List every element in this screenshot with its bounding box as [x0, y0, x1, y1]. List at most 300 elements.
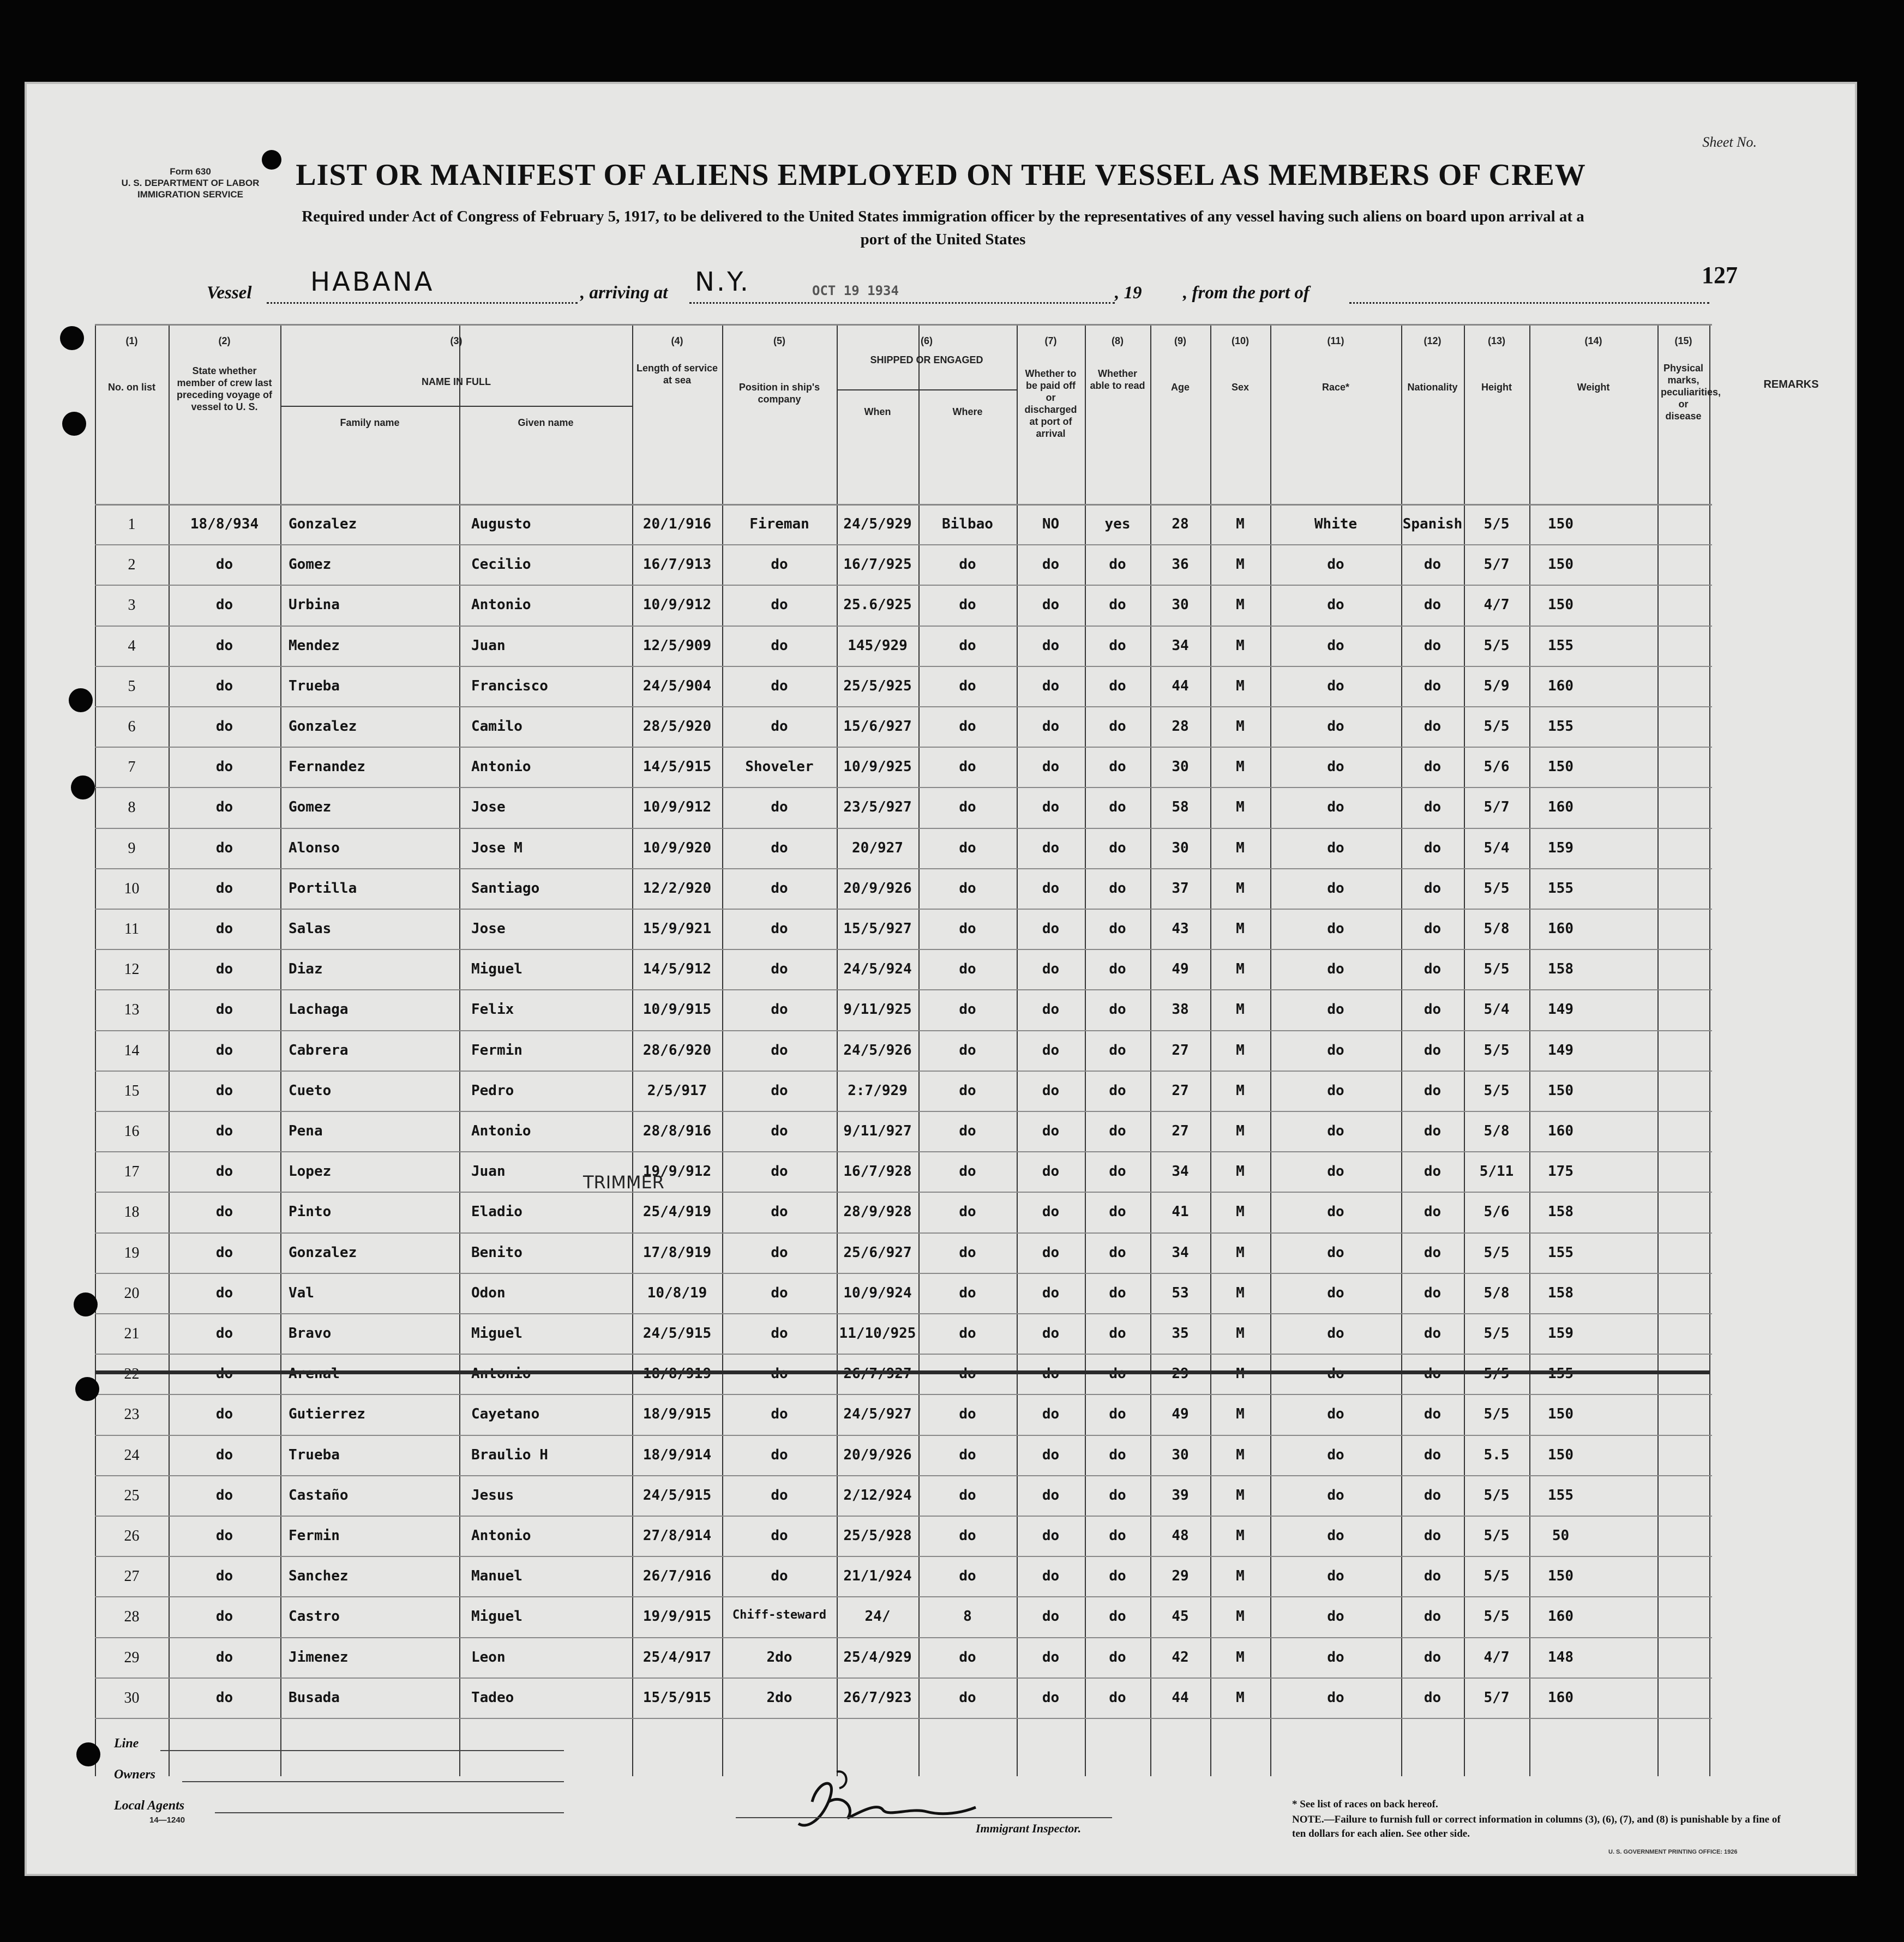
cell-nat: do	[1424, 1649, 1441, 1666]
cell-where: do	[959, 718, 976, 735]
cell-paid: do	[1042, 961, 1060, 978]
cell-no: 28	[124, 1608, 140, 1626]
cell-service: 15/9/921	[642, 921, 712, 937]
cell-no: 13	[124, 1001, 140, 1019]
cell-read: do	[1109, 1649, 1126, 1666]
cell-age: 34	[1172, 1163, 1189, 1180]
cell-prev: do	[215, 597, 233, 614]
cell-position: do	[771, 921, 788, 937]
cell-prev: do	[215, 1528, 233, 1544]
cell-prev: do	[215, 1446, 233, 1463]
subheader-where: Where	[952, 406, 983, 417]
cell-paid: do	[1042, 1649, 1060, 1666]
cell-no: 10	[124, 880, 140, 897]
cell-sex: M	[1236, 880, 1245, 897]
cell-service: 15/5/915	[642, 1689, 712, 1706]
cell-sex: M	[1236, 637, 1245, 654]
cell-prev: do	[215, 1204, 233, 1220]
cell-nat: do	[1424, 1082, 1441, 1099]
cell-paid: do	[1042, 1487, 1060, 1504]
cell-where: do	[959, 1284, 976, 1301]
cell-weight: 150	[1548, 759, 1573, 775]
cell-race: do	[1327, 1366, 1344, 1382]
cell-when: 25/4/929	[843, 1649, 912, 1666]
cell-nat: do	[1424, 597, 1441, 614]
column-header-16: REMARKS	[1763, 378, 1819, 390]
cell-given: Miguel	[471, 1608, 522, 1625]
cell-where: do	[959, 1406, 976, 1423]
column-number: (8)	[1112, 335, 1124, 346]
punch-hole	[60, 326, 84, 350]
cell-read: do	[1109, 1608, 1126, 1625]
cell-when: 25/5/925	[843, 677, 912, 694]
cell-prev: do	[215, 1325, 233, 1342]
cell-position: 2do	[766, 1689, 792, 1706]
from-port-label: , from the port of	[1183, 283, 1310, 303]
cell-prev: 18/8/934	[190, 516, 259, 532]
cell-age: 28	[1172, 718, 1189, 735]
cell-age: 49	[1172, 961, 1189, 978]
cell-height: 5/5	[1483, 1406, 1510, 1423]
cell-when: 26/7/927	[843, 1366, 912, 1382]
column-number: (4)	[671, 335, 683, 346]
cell-when: 21/1/924	[843, 1568, 912, 1585]
penalty-note: NOTE.—Failure to furnish full or correct information in columns (3), (6), (7), and (8) is punishable by a fine of ten dollars for each alien. See other side.	[1292, 1814, 1781, 1839]
inspector-label: Immigrant Inspector.	[976, 1821, 1082, 1835]
cell-service: 10/9/920	[642, 839, 712, 856]
cell-service: 18/9/914	[642, 1446, 712, 1463]
cell-nat: do	[1424, 839, 1441, 856]
cell-age: 30	[1172, 839, 1189, 856]
inspector-line	[736, 1817, 1112, 1818]
table-row	[95, 1516, 1709, 1556]
cell-read: do	[1109, 1406, 1126, 1423]
table-row	[95, 1192, 1709, 1232]
cell-age: 30	[1172, 1446, 1189, 1463]
cell-nat: do	[1424, 880, 1441, 897]
cell-height: 5/8	[1483, 1284, 1510, 1301]
cell-weight: 155	[1548, 718, 1573, 735]
cell-prev: do	[215, 1123, 233, 1139]
column-number: (14)	[1584, 335, 1602, 346]
cell-paid: do	[1042, 759, 1060, 775]
vessel-fill-line	[267, 302, 578, 304]
cell-when: 9/11/927	[843, 1123, 912, 1139]
cell-where: do	[959, 961, 976, 978]
cell-nat: do	[1424, 1123, 1441, 1139]
cell-paid: do	[1042, 1608, 1060, 1625]
cell-read: do	[1109, 1528, 1126, 1544]
cell-where: do	[959, 1528, 976, 1544]
cell-prev: do	[215, 1001, 233, 1018]
cell-when: 24/5/929	[843, 516, 912, 532]
cell-race: do	[1327, 1284, 1344, 1301]
page-title: LIST OR MANIFEST OF ALIENS EMPLOYED ON THE VESSEL AS MEMBERS OF CREW	[296, 158, 1586, 192]
cell-age: 27	[1172, 1082, 1189, 1099]
cell-age: 44	[1172, 677, 1189, 694]
cell-height: 5/4	[1483, 1001, 1510, 1018]
cell-paid: do	[1042, 556, 1060, 573]
cell-when: 20/927	[852, 839, 903, 856]
cell-where: do	[959, 677, 976, 694]
cell-read: do	[1109, 556, 1126, 573]
cell-nat: do	[1424, 1487, 1441, 1504]
cell-sex: M	[1236, 921, 1245, 937]
table-row	[95, 1596, 1709, 1637]
cell-sex: M	[1236, 1406, 1245, 1423]
cell-position: do	[771, 1568, 788, 1585]
cell-prev: do	[215, 637, 233, 654]
cell-family: Val	[289, 1284, 314, 1301]
cell-nat: do	[1424, 1689, 1441, 1706]
cell-service: 18/9/915	[642, 1406, 712, 1423]
cell-sex: M	[1236, 597, 1245, 614]
cell-prev: do	[215, 799, 233, 816]
line-fill-line	[160, 1750, 564, 1751]
cell-paid: do	[1042, 1001, 1060, 1018]
cell-service: 20/1/916	[642, 516, 712, 532]
cell-position: do	[771, 677, 788, 694]
cell-given: Fermin	[471, 1042, 522, 1059]
cell-sex: M	[1236, 1528, 1245, 1544]
cell-weight: 150	[1548, 516, 1573, 532]
column-number: (7)	[1044, 335, 1057, 346]
cell-height: 5/5	[1483, 1325, 1510, 1342]
cell-height: 5/6	[1483, 1204, 1510, 1220]
cell-paid: do	[1042, 921, 1060, 937]
cell-weight: 155	[1548, 1487, 1573, 1504]
cell-given: Eladio	[471, 1204, 522, 1220]
cell-height: 5/8	[1483, 921, 1510, 937]
cell-weight: 155	[1548, 1244, 1573, 1261]
service-name: IMMIGRATION SERVICE	[137, 189, 243, 200]
cell-given: Antonio	[471, 1366, 531, 1382]
races-note: * See list of races on back hereof.	[1292, 1799, 1438, 1810]
date-stamp: OCT 19 1934	[812, 283, 899, 298]
column-number: (9)	[1174, 335, 1186, 346]
cell-no: 18	[124, 1204, 140, 1221]
cell-nat: do	[1424, 799, 1441, 816]
cell-position: do	[771, 1244, 788, 1261]
cell-given: Francisco	[471, 677, 548, 694]
column-number: (11)	[1327, 335, 1344, 346]
cell-read: do	[1109, 637, 1126, 654]
cell-height: 5/5	[1483, 1568, 1510, 1585]
cell-family: Lachaga	[289, 1001, 349, 1018]
cell-paid: do	[1042, 1042, 1060, 1059]
cell-paid: do	[1042, 1406, 1060, 1423]
cell-age: 39	[1172, 1487, 1189, 1504]
table-row	[95, 1313, 1709, 1354]
cell-position: Shoveler	[745, 759, 814, 775]
cell-when: 28/9/928	[843, 1204, 912, 1220]
cell-race: do	[1327, 1568, 1344, 1585]
cell-where: 8	[963, 1608, 972, 1625]
column-number: (2)	[218, 335, 231, 346]
cell-nat: do	[1424, 961, 1441, 978]
cell-race: do	[1327, 1001, 1344, 1018]
cell-given: Jose	[471, 921, 506, 937]
cell-height: 5/5	[1483, 1366, 1510, 1382]
cell-age: 30	[1172, 759, 1189, 775]
form-subtitle	[98, 205, 1788, 251]
column-header-14: Weight	[1577, 382, 1610, 393]
column-line	[1709, 324, 1710, 1776]
table-row	[95, 1435, 1709, 1475]
cell-no: 12	[124, 961, 140, 978]
cell-age: 34	[1172, 1244, 1189, 1261]
cell-when: 15/5/927	[843, 921, 912, 937]
cell-given: Pedro	[471, 1082, 514, 1099]
cell-service: 19/9/915	[642, 1608, 712, 1625]
cell-service: 16/7/913	[642, 556, 712, 573]
cell-where: do	[959, 1082, 976, 1099]
cell-given: Tadeo	[471, 1689, 514, 1706]
cell-sex: M	[1236, 1366, 1245, 1382]
cell-no: 21	[124, 1325, 140, 1342]
cell-family: Pinto	[289, 1204, 332, 1220]
cell-weight: 50	[1552, 1528, 1570, 1544]
cell-family: Busada	[289, 1689, 340, 1706]
column-number: (3)	[450, 335, 463, 346]
cell-sex: M	[1236, 718, 1245, 735]
column-header-12: Nationality	[1407, 382, 1458, 393]
cell-weight: 160	[1548, 799, 1573, 816]
cell-height: 5/11	[1479, 1163, 1514, 1180]
cell-when: 9/11/925	[843, 1001, 912, 1018]
column-header-13: Height	[1481, 382, 1512, 393]
cell-paid: do	[1042, 637, 1060, 654]
cell-read: do	[1109, 921, 1126, 937]
year-label: , 19	[1115, 283, 1142, 303]
sheet-number-label: Sheet No.	[1702, 134, 1757, 150]
cell-sex: M	[1236, 961, 1245, 978]
cell-when: 16/7/925	[843, 556, 912, 573]
cell-sex: M	[1236, 1082, 1245, 1099]
cell-where: do	[959, 1689, 976, 1706]
cell-weight: 160	[1548, 1689, 1573, 1706]
cell-prev: do	[215, 1163, 233, 1180]
cell-where: do	[959, 1042, 976, 1059]
owners-fill-line	[182, 1781, 564, 1782]
cell-race: do	[1327, 597, 1344, 614]
cell-age: 48	[1172, 1528, 1189, 1544]
cell-age: 27	[1172, 1042, 1189, 1059]
subtitle-line-2: port of the United States	[860, 231, 1026, 248]
cell-prev: do	[215, 1689, 233, 1706]
cell-when: 10/9/925	[843, 759, 912, 775]
agents-fill-line	[215, 1812, 564, 1813]
table-row	[95, 666, 1709, 706]
cell-service: 24/5/915	[642, 1325, 712, 1342]
cell-where: do	[959, 839, 976, 856]
cell-weight: 159	[1548, 1325, 1573, 1342]
cell-age: 58	[1172, 799, 1189, 816]
cell-read: do	[1109, 839, 1126, 856]
cell-prev: do	[215, 718, 233, 735]
subheader-when: When	[864, 406, 891, 417]
table-row	[95, 1030, 1709, 1071]
cell-weight: 155	[1548, 1366, 1573, 1382]
cell-race: do	[1327, 1689, 1344, 1706]
cell-when: 11/10/925	[839, 1325, 916, 1342]
cell-family: Jimenez	[289, 1649, 349, 1666]
cell-paid: do	[1042, 1528, 1060, 1544]
cell-family: Lopez	[289, 1163, 332, 1180]
cell-when: 25/5/928	[843, 1528, 912, 1544]
cell-nat: do	[1424, 1446, 1441, 1463]
cell-position: do	[771, 1123, 788, 1139]
cell-given: Manuel	[471, 1568, 522, 1585]
cell-no: 20	[124, 1284, 140, 1302]
cell-no: 7	[128, 759, 136, 776]
column-number: (6)	[921, 335, 933, 346]
cell-when: 24/	[864, 1608, 891, 1625]
column-number: (1)	[125, 335, 138, 346]
cell-where: do	[959, 799, 976, 816]
cell-family: Trueba	[289, 677, 340, 694]
table-row	[95, 747, 1709, 787]
subheader-given-name: Given name	[518, 417, 574, 428]
cell-no: 19	[124, 1244, 140, 1261]
cell-read: do	[1109, 1163, 1126, 1180]
cell-paid: do	[1042, 1204, 1060, 1220]
cell-no: 24	[124, 1446, 140, 1464]
table-row	[95, 626, 1709, 666]
cell-prev: do	[215, 1487, 233, 1504]
column-header-5: Position in ship's company	[738, 382, 820, 405]
cell-race: do	[1327, 677, 1344, 694]
cell-height: 5.5	[1483, 1446, 1510, 1463]
subheader-family-name: Family name	[340, 417, 400, 428]
cell-no: 15	[124, 1082, 140, 1099]
cell-given: Felix	[471, 1001, 514, 1018]
cell-paid: do	[1042, 1284, 1060, 1301]
cell-no: 3	[128, 597, 136, 614]
cell-family: Diaz	[289, 961, 323, 978]
cell-where: do	[959, 556, 976, 573]
table-row	[95, 828, 1709, 868]
cell-family: Arenal	[289, 1366, 340, 1382]
cell-where: do	[959, 1487, 976, 1504]
cell-race: do	[1327, 1446, 1344, 1463]
cell-read: do	[1109, 1001, 1126, 1018]
cell-no: 5	[128, 677, 136, 695]
cell-when: 24/5/924	[843, 961, 912, 978]
cell-race: do	[1327, 1163, 1344, 1180]
cell-position: do	[771, 637, 788, 654]
cell-height: 5/5	[1483, 1082, 1510, 1099]
table-row	[95, 1151, 1709, 1192]
column-header-6: SHIPPED OR ENGAGED	[870, 354, 983, 365]
cell-sex: M	[1236, 1608, 1245, 1625]
cell-age: 41	[1172, 1204, 1189, 1220]
cell-nat: do	[1424, 1163, 1441, 1180]
column-header-9: Age	[1170, 382, 1190, 393]
cell-weight: 149	[1548, 1042, 1573, 1059]
cell-weight: 158	[1548, 961, 1573, 978]
subheader-line	[280, 406, 632, 407]
cell-weight: 150	[1548, 556, 1573, 573]
cell-prev: do	[215, 921, 233, 937]
cell-no: 1	[128, 516, 136, 533]
column-header-3: NAME IN FULL	[422, 376, 491, 387]
row7-annotation: TRIMMER	[583, 1172, 664, 1193]
cell-race: do	[1327, 1244, 1344, 1261]
cell-given: Cayetano	[471, 1406, 540, 1423]
cell-weight: 175	[1548, 1163, 1573, 1180]
cell-nat: do	[1424, 1284, 1441, 1301]
cell-sex: M	[1236, 799, 1245, 816]
cell-read: do	[1109, 1082, 1126, 1099]
cell-where: do	[959, 921, 976, 937]
cell-race: do	[1327, 1406, 1344, 1423]
local-agents-label: Local Agents	[114, 1799, 185, 1813]
cell-where: Bilbao	[942, 516, 993, 532]
cell-position: do	[771, 1325, 788, 1342]
cell-position: do	[771, 1284, 788, 1301]
subheader-line	[837, 389, 1017, 390]
cell-when: 20/9/926	[843, 1446, 912, 1463]
cell-sex: M	[1236, 1325, 1245, 1342]
cell-no: 16	[124, 1123, 140, 1140]
punch-hole	[74, 1292, 98, 1316]
cell-height: 4/7	[1483, 1649, 1510, 1666]
cell-given: Miguel	[471, 961, 522, 978]
cell-read: do	[1109, 1689, 1126, 1706]
cell-nat: do	[1424, 677, 1441, 694]
cell-read: do	[1109, 1446, 1126, 1463]
cell-nat: do	[1424, 759, 1441, 775]
cell-nat: do	[1424, 921, 1441, 937]
cell-when: 25/6/927	[843, 1244, 912, 1261]
cell-when: 24/5/926	[843, 1042, 912, 1059]
column-header-4: Length of service at sea	[636, 363, 718, 386]
cell-family: Mendez	[289, 637, 340, 654]
cell-sex: M	[1236, 1446, 1245, 1463]
cell-no: 11	[124, 921, 139, 937]
cell-where: do	[959, 1366, 976, 1382]
cell-when: 2:7/929	[848, 1082, 908, 1099]
cell-family: Pena	[289, 1123, 323, 1139]
cell-prev: do	[215, 880, 233, 897]
cell-paid: do	[1042, 1325, 1060, 1342]
page-number: 127	[1702, 262, 1738, 288]
cell-age: 29	[1172, 1568, 1189, 1585]
cell-prev: do	[215, 1284, 233, 1301]
cell-where: do	[959, 1649, 976, 1666]
cell-no: 9	[128, 839, 136, 857]
cell-race: do	[1327, 1325, 1344, 1342]
cell-age: 53	[1172, 1284, 1189, 1301]
table-row	[95, 909, 1709, 949]
cell-position: do	[771, 961, 788, 978]
cell-age: 43	[1172, 921, 1189, 937]
cell-given: Santiago	[471, 880, 540, 897]
cell-family: Castaño	[289, 1487, 349, 1504]
cell-given: Jesus	[471, 1487, 514, 1504]
cell-read: do	[1109, 759, 1126, 775]
cell-where: do	[959, 1244, 976, 1261]
table-row	[95, 868, 1709, 909]
cell-prev: do	[215, 1082, 233, 1099]
cell-read: do	[1109, 1568, 1126, 1585]
row-line	[95, 1718, 1712, 1719]
cell-height: 5/4	[1483, 839, 1510, 856]
cell-height: 5/5	[1483, 718, 1510, 735]
cell-race: do	[1327, 1608, 1344, 1625]
cell-service: 24/5/904	[642, 677, 712, 694]
